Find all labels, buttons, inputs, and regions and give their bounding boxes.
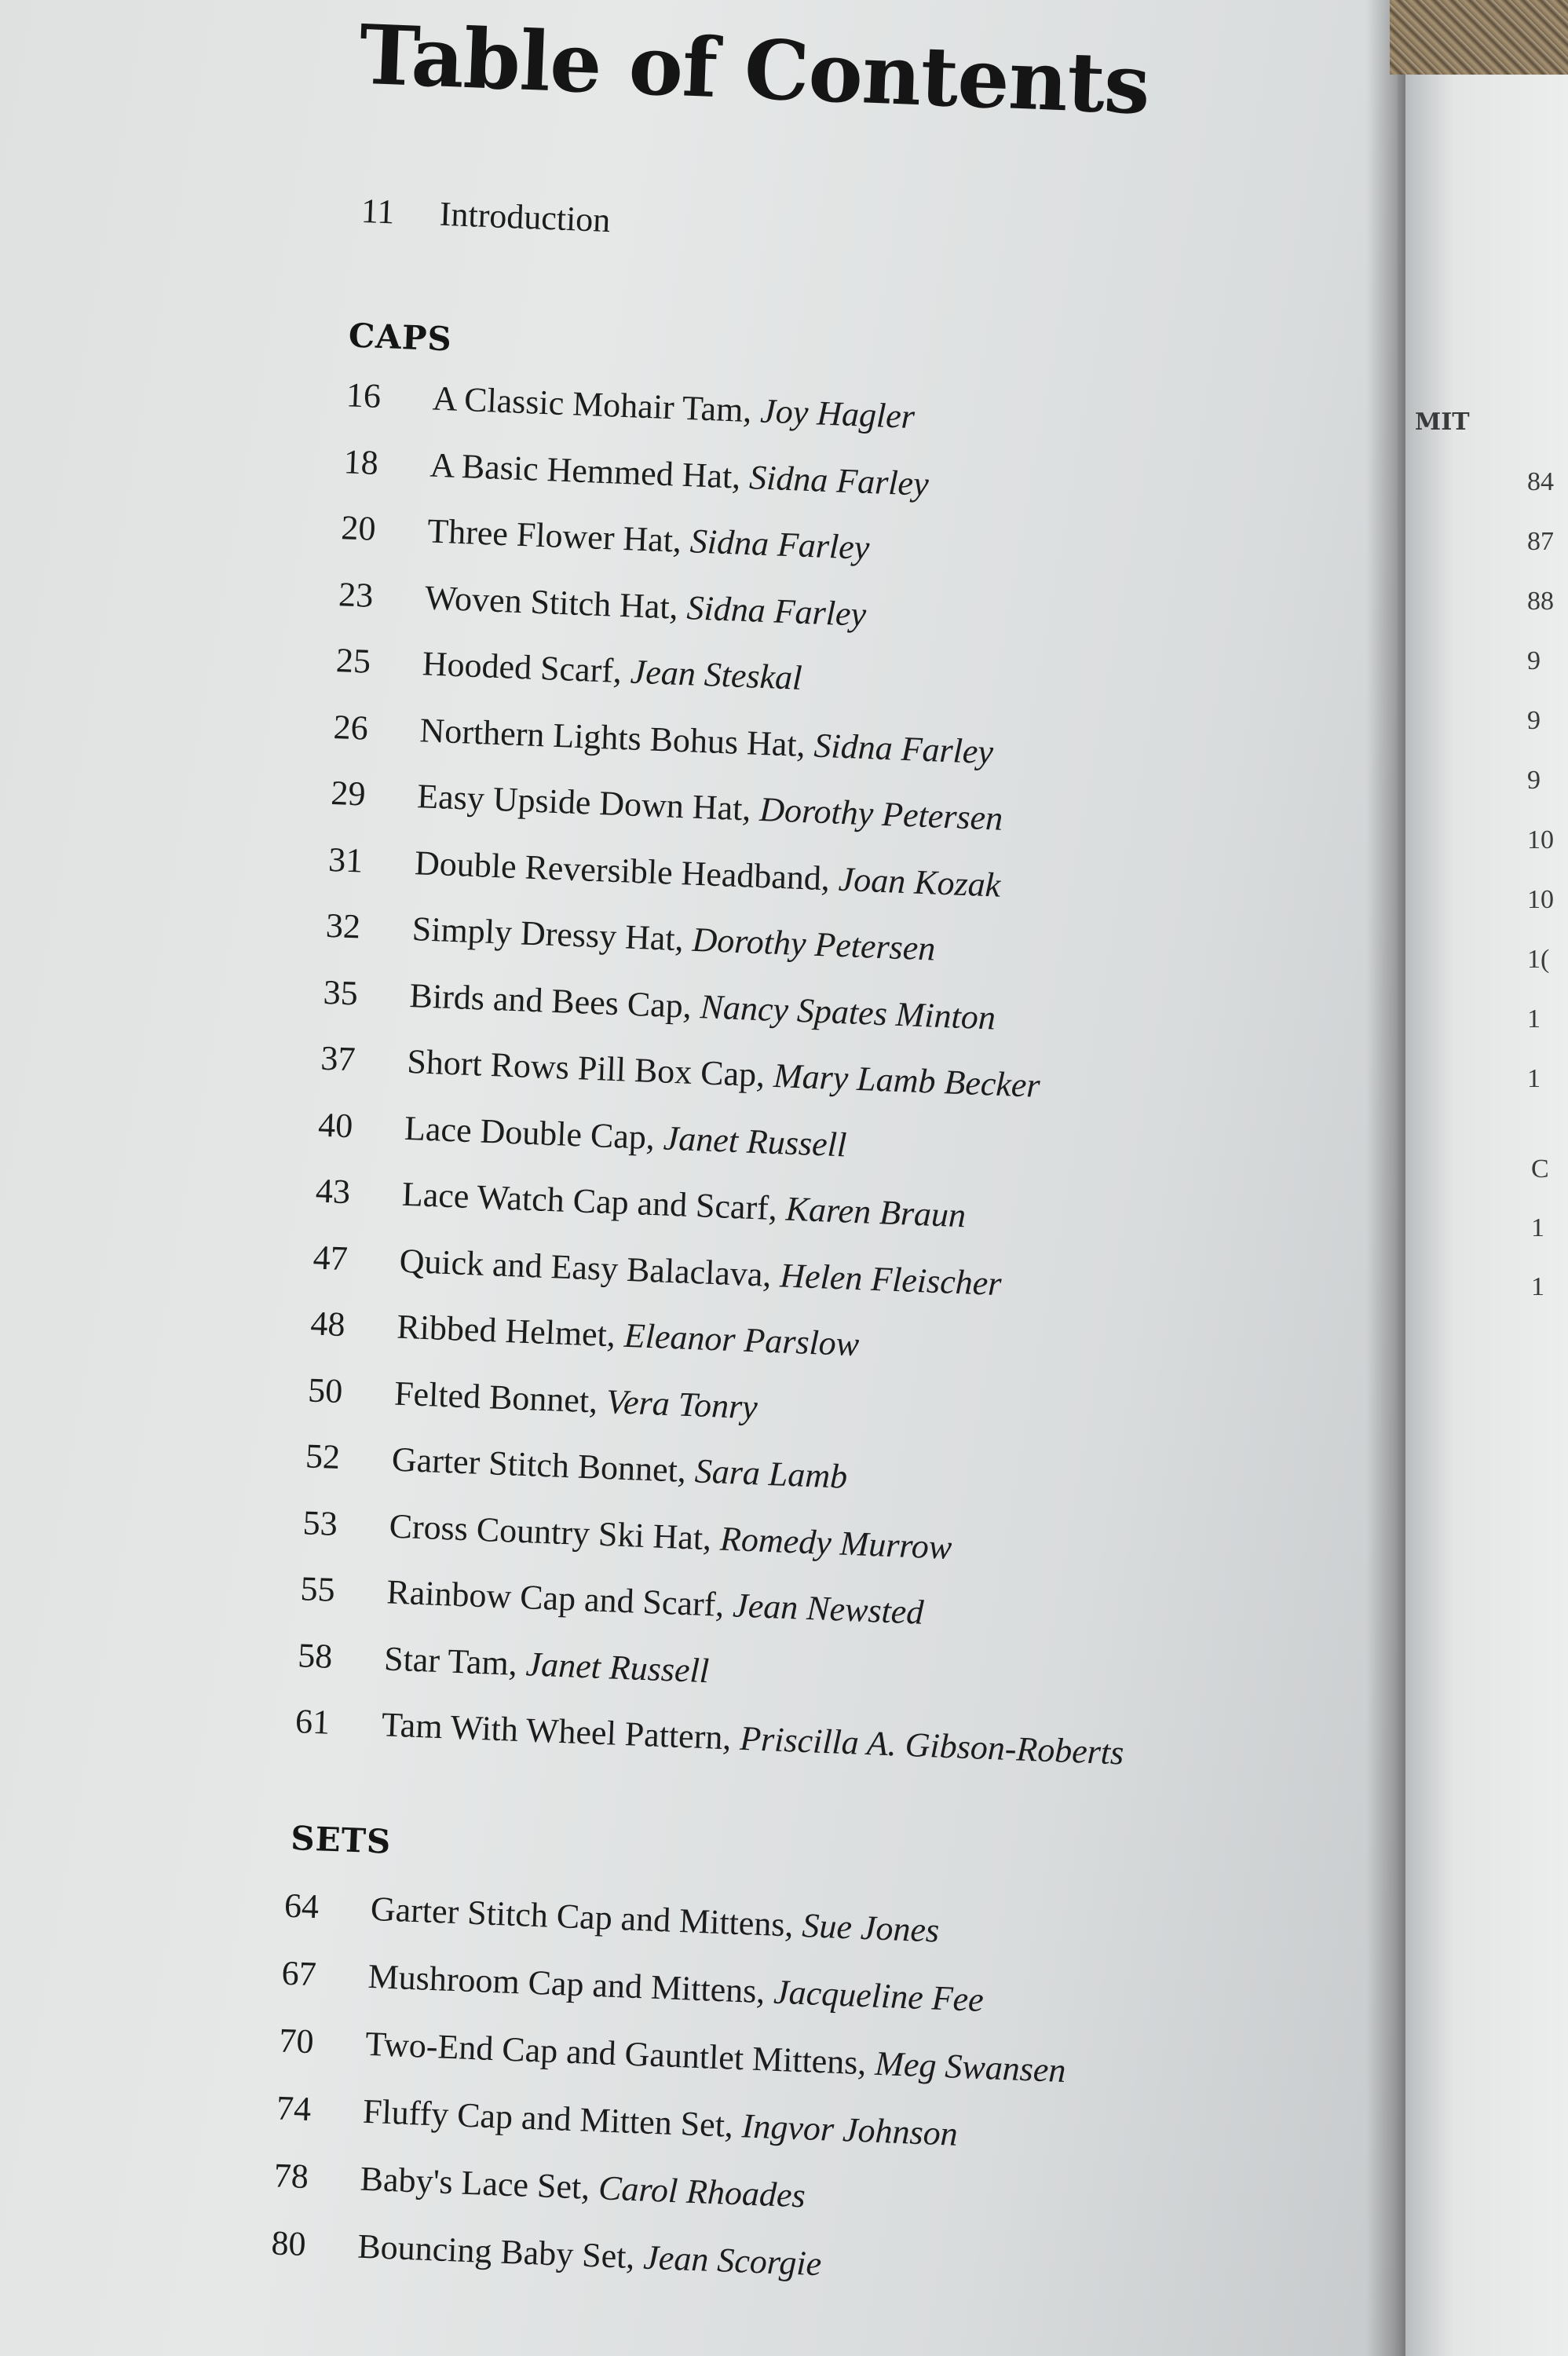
entry-title: Rainbow Cap and Scarf,: [386, 1572, 726, 1624]
entry-author: Sidna Farley: [813, 726, 994, 771]
toc-entry: [333, 707, 994, 772]
toc-entry: [300, 1568, 925, 1632]
entry-author: Sidna Farley: [685, 587, 868, 634]
entry-title: Ribbed Helmet,: [396, 1307, 616, 1355]
page-title: Table of Contents: [357, 5, 1152, 134]
page-number: 78: [272, 2156, 309, 2197]
toc-entry: [273, 2155, 806, 2215]
page-number: 74: [276, 2088, 313, 2129]
entry-title: Tam With Wheel Pattern,: [381, 1705, 733, 1758]
toc-entry: [307, 1370, 758, 1427]
facing-page-number: 84: [1527, 467, 1554, 496]
section-heading-caps: CAPS: [348, 316, 453, 359]
facing-page-mark: C: [1531, 1154, 1549, 1183]
page-number: 58: [297, 1635, 334, 1676]
toc-entry: [317, 1104, 847, 1165]
entry-author: Sidna Farley: [689, 521, 871, 568]
facing-page-number: 10: [1527, 825, 1554, 854]
entry-title: Felted Bonnet,: [393, 1374, 599, 1421]
toc-entry: [276, 2088, 958, 2154]
entry-author: Meg Swansen: [874, 2043, 1067, 2091]
entry-author: Jacqueline Fee: [773, 1972, 985, 2019]
entry-author: Mary Lamb Becker: [773, 1055, 1041, 1105]
entry-title: A Basic Hemmed Hat,: [429, 444, 742, 496]
entry-author: Romedy Murrow: [719, 1519, 953, 1567]
page-number: 67: [280, 1953, 317, 1994]
toc-entry: [338, 574, 867, 635]
entry-title: Lace Double Cap,: [404, 1108, 656, 1157]
entry-title: A Classic Mohair Tam,: [432, 379, 753, 430]
entry-title: Cross Country Ski Hat,: [388, 1505, 713, 1557]
page-number: 20: [340, 508, 377, 548]
entry-author: Vera Tonry: [605, 1381, 758, 1426]
entry-title: Introduction: [439, 194, 612, 240]
entry-author: Nancy Spates Minton: [699, 986, 996, 1037]
facing-page-mark: 1: [1531, 1213, 1544, 1242]
entry-title: Garter Stitch Bonnet,: [391, 1440, 687, 1490]
entry-author: Eleanor Parslow: [623, 1315, 861, 1364]
page-number: 80: [270, 2223, 307, 2264]
toc-entry: [294, 1701, 1124, 1772]
entry-title: Three Flower Hat,: [426, 511, 682, 560]
entry-title: Birds and Bees Cap,: [408, 975, 693, 1026]
entry-title: Mushroom Cap and Mittens,: [367, 1956, 766, 2011]
toc-entry: [271, 2222, 822, 2284]
entry-author: Sue Jones: [801, 1906, 941, 1950]
toc-entry: [315, 1171, 967, 1236]
page-number: 18: [342, 441, 379, 482]
entry-author: Joy Hagler: [759, 391, 916, 437]
entry-title: Bouncing Baby Set,: [356, 2226, 636, 2277]
page-number: 48: [309, 1304, 346, 1344]
toc-entry: [327, 839, 1001, 905]
page-number: 35: [322, 972, 359, 1012]
entry-author: Helen Fleischer: [779, 1255, 1003, 1303]
entry-author: Karen Braun: [784, 1189, 967, 1235]
toc-entry: [320, 1038, 1041, 1106]
toc-entry: [283, 1886, 940, 1951]
entry-author: Carol Rhoades: [598, 2168, 806, 2215]
facing-page-number: 1: [1527, 1004, 1541, 1033]
page-number: 29: [330, 773, 367, 814]
entry-author: Joan Kozak: [837, 859, 1002, 905]
toc-entry: [335, 640, 802, 698]
facing-page-number: 88: [1527, 587, 1554, 616]
entry-title: Garter Stitch Cap and Mittens,: [370, 1889, 795, 1944]
toc-entry: [313, 1237, 1003, 1304]
facing-page-number: 9: [1527, 646, 1541, 675]
page-number: 37: [320, 1038, 356, 1079]
toc-entry: [345, 375, 916, 437]
entry-author: Dorothy Petersen: [758, 789, 1004, 838]
toc-entry: [341, 507, 871, 568]
toc-entry: [310, 1303, 861, 1364]
facing-page-number: 9: [1527, 706, 1541, 735]
entry-author: Jean Scorgie: [642, 2237, 823, 2284]
entry-title: Fluffy Cap and Mitten Set,: [362, 2091, 734, 2145]
entry-title: Two-End Cap and Gauntlet Mittens,: [364, 2024, 868, 2083]
entry-author: Janet Russell: [524, 1644, 710, 1690]
entry-title: Simply Dressy Hat,: [411, 909, 685, 959]
entry-title: Lace Watch Cap and Scarf,: [401, 1174, 778, 1228]
facing-page-number: 87: [1527, 527, 1554, 556]
page-number: 70: [278, 2021, 315, 2062]
toc-entry: [325, 905, 936, 969]
facing-page: [1405, 71, 1568, 2356]
section-heading-sets: SETS: [290, 1818, 393, 1861]
entry-author: Ingvor Johnson: [741, 2106, 959, 2153]
facing-page-number: 9: [1527, 766, 1541, 795]
entry-author: Sidna Farley: [748, 457, 930, 503]
entry-title: Double Reversible Headband,: [414, 843, 831, 898]
entry-title: Easy Upside Down Hat,: [416, 777, 752, 829]
toc-entry: [331, 773, 1004, 839]
entry-author: Janet Russell: [662, 1118, 848, 1164]
facing-page-number: 1(: [1527, 945, 1550, 974]
entry-title: Baby's Lace Set,: [359, 2159, 591, 2207]
page-number: 43: [315, 1171, 352, 1212]
toc-entry: [281, 1953, 985, 2020]
toc-entry: [279, 2021, 1067, 2091]
page-number: 53: [302, 1502, 338, 1543]
toc-entry-introduction: [360, 191, 611, 240]
entry-author: Sara Lamb: [693, 1451, 849, 1496]
toc-entry: [305, 1436, 848, 1496]
toc-entry: [302, 1502, 952, 1568]
page-number: 40: [317, 1105, 354, 1145]
page-number: 52: [305, 1436, 342, 1476]
page-number: 32: [325, 905, 361, 946]
entry-title: Hooded Scarf,: [422, 644, 623, 691]
background-fabric: [1390, 0, 1568, 75]
toc-entry: [323, 971, 996, 1037]
page-number: 55: [299, 1569, 336, 1609]
entry-title: Woven Stitch Hat,: [424, 577, 679, 627]
entry-title: Northern Lights Bohus Hat,: [418, 710, 806, 764]
entry-author: Jean Newsted: [732, 1586, 925, 1632]
facing-page-number: 10: [1527, 885, 1554, 914]
page-number: 64: [283, 1886, 320, 1926]
entry-title: Star Tam,: [383, 1638, 518, 1683]
page-number: 23: [338, 574, 375, 615]
toc-entry: [343, 441, 930, 504]
facing-page-mark: 1: [1531, 1272, 1544, 1301]
toc-entry: [297, 1635, 710, 1691]
facing-page-heading: MIT: [1415, 408, 1470, 436]
entry-author: Jean Steskal: [629, 652, 803, 697]
page-number: 11: [360, 191, 396, 232]
entry-title: Quick and Easy Balaclava,: [398, 1241, 773, 1294]
page-number: 26: [332, 707, 369, 748]
page-number: 61: [294, 1702, 331, 1742]
page-number: 25: [335, 641, 371, 681]
entry-title: Short Rows Pill Box Cap,: [406, 1041, 766, 1095]
page-number: 47: [312, 1238, 349, 1278]
page-number: 31: [327, 840, 364, 880]
page-number: 50: [307, 1370, 344, 1410]
facing-page-number: 1: [1527, 1064, 1541, 1093]
page-number: 16: [345, 375, 382, 415]
entry-author: Dorothy Petersen: [691, 920, 937, 968]
entry-author: Priscilla A. Gibson-Roberts: [739, 1718, 1125, 1772]
